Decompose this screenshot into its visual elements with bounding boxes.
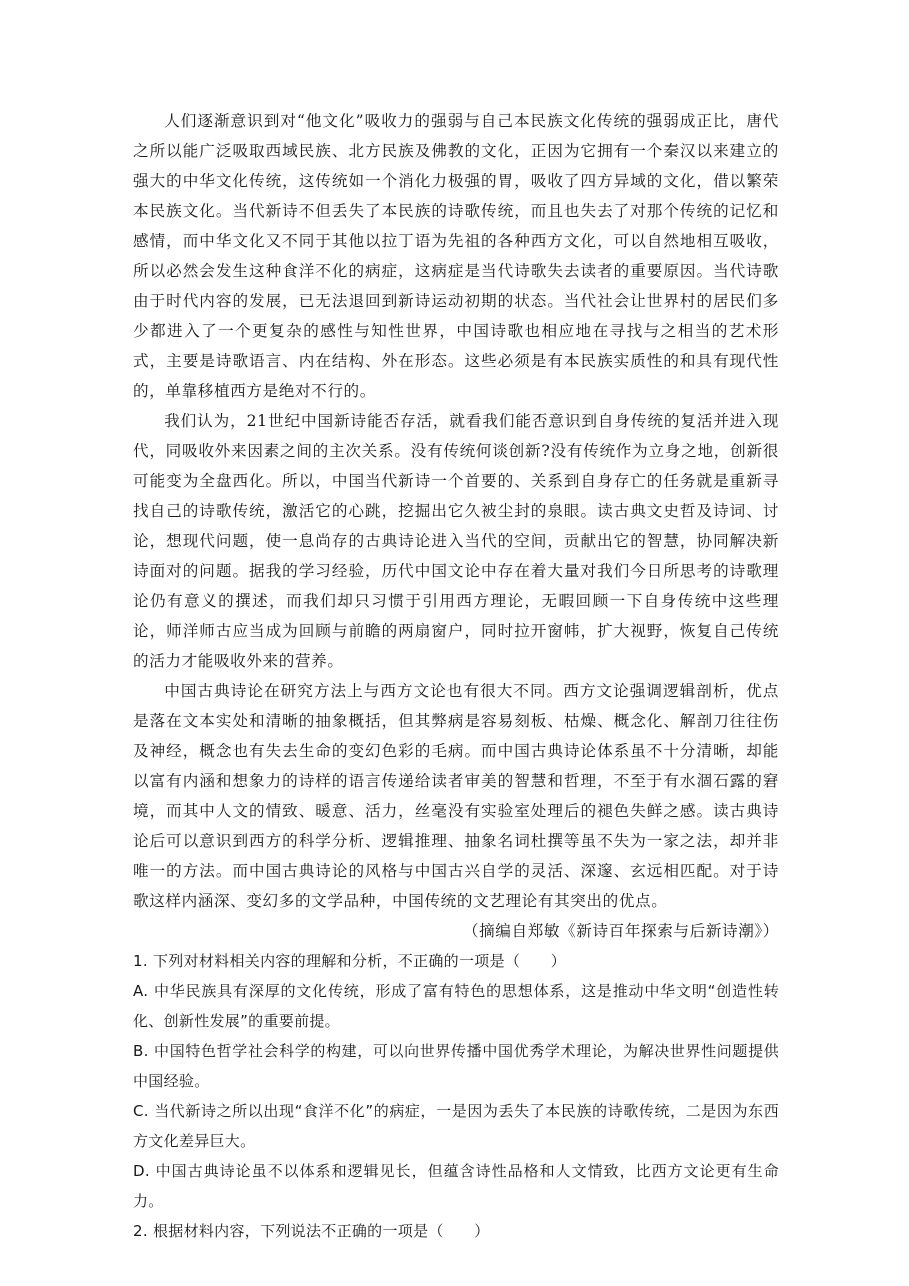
question-1-option-c: C. 当代新诗之所以出现“食洋不化”的病症，一是因为丢失了本民族的诗歌传统，二是因为东西方文化差异巨大。 (133, 1102, 779, 1150)
question-1 (133, 946, 779, 1216)
document-page (133, 106, 779, 1246)
passage-paragraph-1: 人们逐渐意识到对“他文化”吸收力的强弱与自己本民族文化传统的强弱成正比，唐代之所以能广泛吸取西域民族、北方民族及佛教的文化，正因为它拥有一个秦汉以来建立的强大的中华文化传统，这传统如一个消化力极强的胃，吸收了四方异域的文化，借以繁荣本民族文化。当代新诗不但丢失了本民族的诗歌传统，而且也失去了对那个传统的记忆和感情，而中华文化又不同于其他以拉丁语为先祖的各种西方文化，可以自然地相互吸收，所以必然会发生这种食洋不化的病症，这病症是当代诗歌失去读者的重要原因。当代诗歌由于时代内容的发展，已无法退回到新诗运动初期的状态。当代社会让世界村的居民们多少都进入了一个更复杂的感性与知性世界，中国诗歌也相应地在寻找与之相当的艺术形式，主要是诗歌语言、内在结构、外在形态。这些必须是有本民族实质性的和具有现代性的，单靠移植西方是绝对不行的。 (133, 112, 779, 400)
question-1-option-b: B. 中国特色哲学社会科学的构建，可以向世界传播中国优秀学术理论，为解决世界性问题提供中国经验。 (133, 1042, 779, 1090)
question-1-option-d: D. 中国古典诗论虽不以体系和逻辑见长，但蕴含诗性品格和人文情致，比西方文论更有生命力。 (133, 1162, 779, 1210)
passage-paragraph-3: 中国古典诗论在研究方法上与西方文论也有很大不同。西方文论强调逻辑剖析，优点是落在文本实处和清晰的抽象概括，但其弊病是容易刻板、枯燥、概念化、解剖刀往往伤及神经，概念也有失去生命的变幻色彩的毛病。而中国古典诗论体系虽不十分清晰，却能以富有内涵和想象力的诗样的语言传递给读者审美的智慧和哲理，不至于有水涸石露的窘境，而其中人文的情致、暖意、活力，丝毫没有实验室处理后的褪色失鲜之感。读古典诗论后可以意识到西方的科学分析、逻辑推理、抽象名词杜撰等虽不失为一家之法，却并非唯一的方法。而中国古典诗论的风格与中国古兴自学的灵活、深邃、玄远相匹配。对于诗歌这样内涵深、变幻多的文学品种，中国传统的文艺理论有其突出的优点。 (133, 682, 779, 910)
question-1-stem: 1. 下列对材料相关内容的理解和分析，不正确的一项是（ ） (133, 952, 567, 970)
question-1-option-a: A. 中华民族具有深厚的文化传统，形成了富有特色的思想体系，这是推动中华文明“创造性转化、创新性发展”的重要前提。 (133, 982, 779, 1030)
passage-paragraph-2: 我们认为，21世纪中国新诗能否存活，就看我们能否意识到自身传统的复活并进入现代，同吸收外来因素之间的主次关系。没有传统何谈创新?没有传统作为立身之地，创新很可能变为全盘西化。所以，中国当代新诗一个首要的、关系到自身存亡的任务就是重新寻找自己的诗歌传统，激活它的心跳，挖掘出它久被尘封的泉眼。读古典文史哲及诗词、讨论，想现代问题，使一息尚存的古典诗论进入当代的空间，贡献出它的智慧，协同解决新诗面对的问题。据我的学习经验，历代中国文论中存在着大量对我们今日所思考的诗歌理论仍有意义的撰述，而我们却只习惯于引用西方理论，无暇回顾一下自身传统中这些理论，师洋师古应当成为回顾与前瞻的两扇窗户，同时拉开窗帏，扩大视野，恢复自己传统的活力才能吸收外来的营养。 (133, 412, 779, 670)
passage-source: （摘编自郑敏《新诗百年探索与后新诗潮》） (462, 922, 779, 940)
question-2-stem: 2. 根据材料内容，下列说法不正确的一项是（ ） (133, 1222, 490, 1240)
question-2 (133, 1216, 779, 1246)
